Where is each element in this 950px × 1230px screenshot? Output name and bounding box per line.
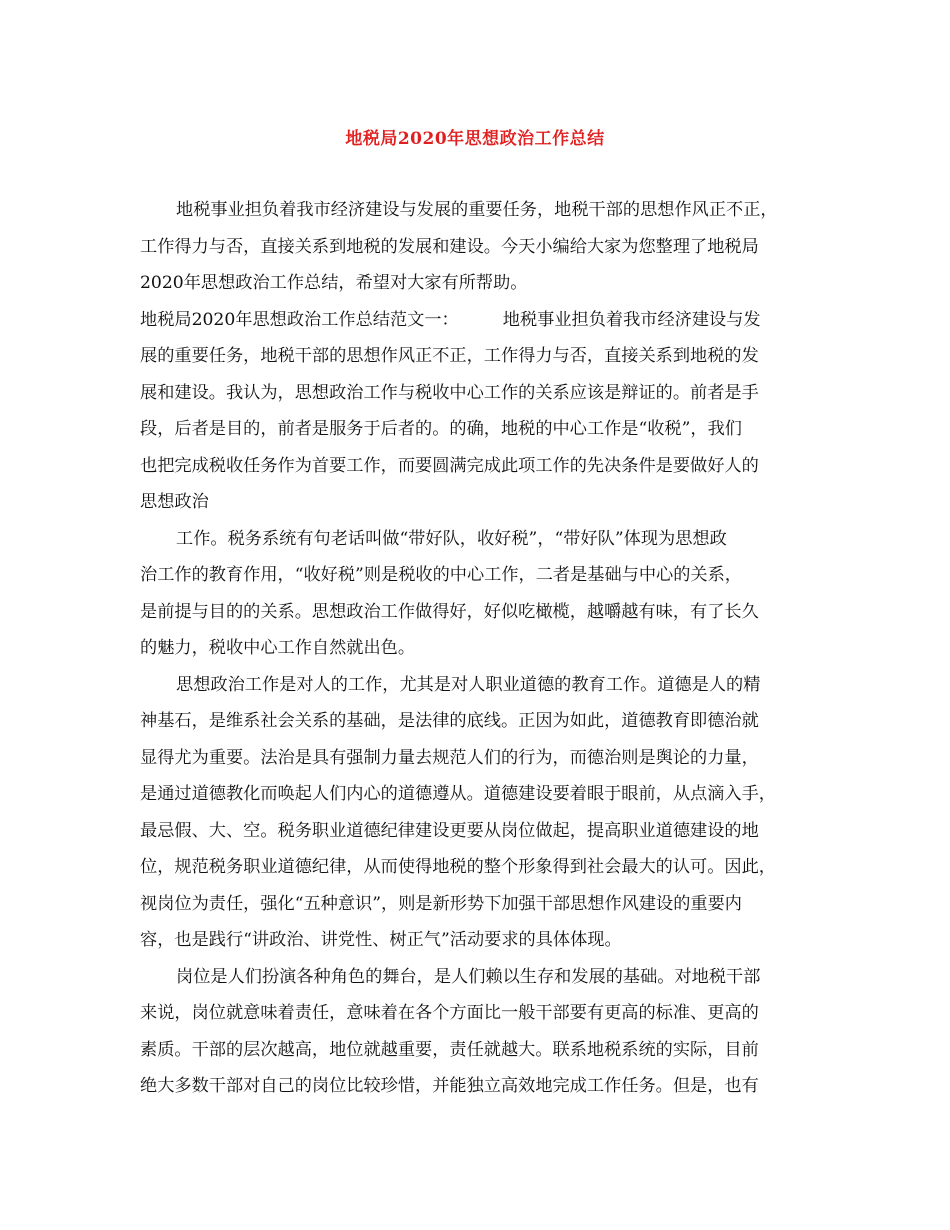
paragraph-line: 最忌假、大、空。税务职业道德纪律建设更要从岗位做起，提高职业道德建设的地 [140, 820, 759, 841]
paragraph-text: 地税事业担负着我市经济建设与发 [502, 309, 761, 330]
document-title: 地税局2020年思想政治工作总结 [345, 129, 605, 149]
paragraph-line: 来说，岗位就意味着责任，意味着在各个方面比一般干部要有更高的标准、更高的 [140, 1003, 759, 1023]
paragraph-line: 也把完成税收任务作为首要工作，而要圆满完成此项工作的先决条件是要做好人的 [140, 455, 759, 476]
section-heading: 地税局2020年思想政治工作总结范文一： [140, 309, 459, 330]
paragraph-line: 容，也是践行“讲政治、讲党性、树正气”活动要求的具体体现。 [140, 930, 622, 950]
paragraph-line: 的魅力，税收中心工作自然就出色。 [140, 638, 416, 658]
paragraph-line: 绝大多数干部对自己的岗位比较珍惜，并能独立高效地完成工作任务。但是，也有 [140, 1076, 759, 1096]
paragraph-line: 视岗位为责任，强化“五种意识”，则是新形势下加强干部思想作风建设的重要内 [140, 893, 742, 914]
paragraph-line: 段，后者是目的，前者是服务于后者的。的确，地税的中心工作是“收税”，我们 [140, 419, 742, 439]
paragraph-line: 2020年思想政治工作总结，希望对大家有所帮助。 [140, 273, 528, 293]
document-body [140, 192, 828, 1105]
paragraph-line: 地税事业担负着我市经济建设与发展的重要任务，地税干部的思想作风正不正， [176, 200, 778, 220]
paragraph-line: 素质。干部的层次越高，地位就越重要，责任就越大。联系地税系统的实际，目前 [140, 1039, 759, 1060]
paragraph-line: 思想政治工作是对人的工作，尤其是对人职业道德的教育工作。道德是人的精 [176, 674, 761, 695]
paragraph-line: 展和建设。我认为，思想政治工作与税收中心工作的关系应该是辩证的。前者是手 [140, 382, 759, 403]
paragraph-line: 岗位是人们扮演各种角色的舞台，是人们赖以生存和发展的基础。对地税干部 [176, 966, 761, 987]
paragraph-line: 神基石，是维系社会关系的基础，是法律的底线。正因为如此，道德教育即德治就 [140, 711, 759, 731]
paragraph-line: 工作得力与否，直接关系到地税的发展和建设。今天小编给大家为您整理了地税局 [140, 236, 759, 257]
paragraph-line: 显得尤为重要。法治是具有强制力量去规范人们的行为，而德治则是舆论的力量， [140, 747, 759, 768]
paragraph-line-composite [140, 302, 828, 339]
paragraph-line: 思想政治 [140, 492, 209, 512]
paragraph-line: 位，规范税务职业道德纪律，从而使得地税的整个形象得到社会最大的认可。因此， [140, 857, 776, 877]
paragraph-line: 是前提与目的的关系。思想政治工作做得好，好似吃橄榄，越嚼越有味，有了长久 [140, 601, 759, 622]
paragraph-line: 治工作的教育作用，“收好税”则是税收的中心工作，二者是基础与中心的关系， [140, 565, 742, 585]
paragraph-line: 展的重要任务，地税干部的思想作风正不正，工作得力与否，直接关系到地税的发 [140, 346, 759, 366]
paragraph-line: 是通过道德教化而唤起人们内心的道德遵从。道德建设要着眼于眼前，从点滴入手， [140, 784, 776, 804]
paragraph-line: 工作。税务系统有句老话叫做“带好队，收好税”，“带好队”体现为思想政 [176, 528, 727, 549]
